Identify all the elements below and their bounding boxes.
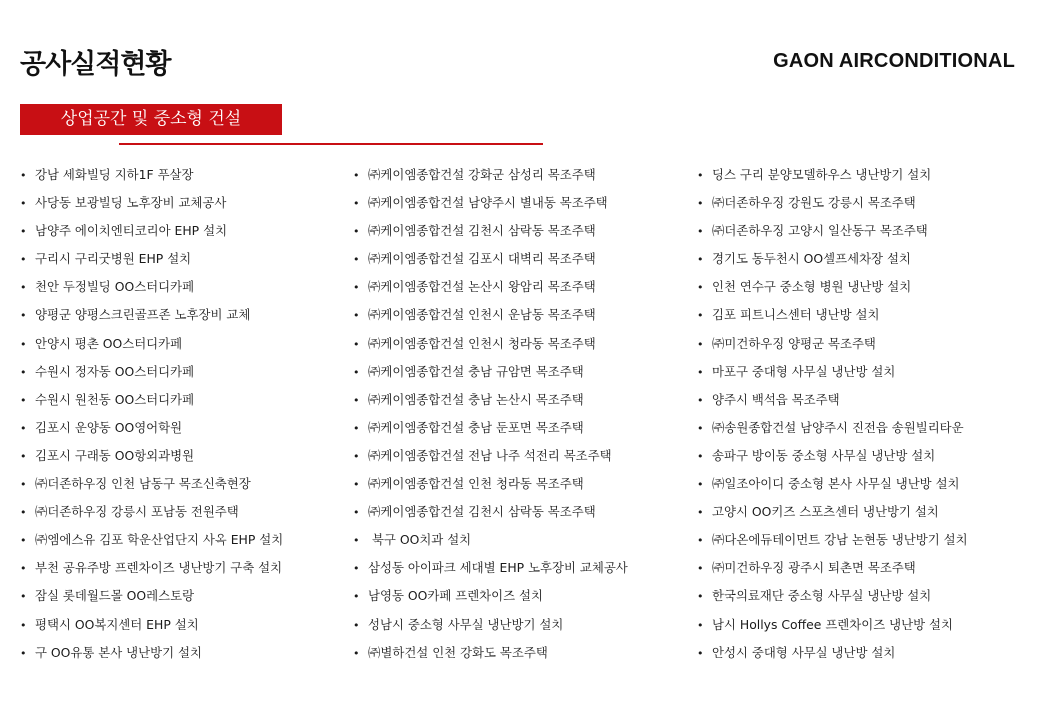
project-name: ㈜케이엠종합건설 인천시 운남동 목조주택 — [368, 307, 596, 323]
bullet-icon: • — [20, 534, 27, 548]
list-item — [353, 189, 628, 217]
project-name: ㈜더존하우징 강릉시 포남동 전원주택 — [35, 504, 239, 520]
bullet-icon: • — [697, 281, 704, 295]
bullet-icon: • — [353, 449, 360, 463]
bullet-icon: • — [353, 393, 360, 407]
project-name: 수원시 정자동 OO스터디카페 — [35, 363, 195, 379]
bullet-icon: • — [697, 449, 704, 463]
project-name: 김포 피트니스센터 냉난방 설치 — [712, 307, 880, 323]
list-item — [353, 386, 628, 414]
list-item — [20, 245, 283, 273]
list-item — [20, 217, 283, 245]
project-name: 남시 Hollys Coffee 프렌차이즈 냉난방 설치 — [712, 616, 953, 632]
list-item — [353, 273, 628, 301]
bullet-icon: • — [697, 253, 704, 267]
list-item — [697, 611, 968, 639]
bullet-icon: • — [20, 281, 27, 295]
list-item — [353, 611, 628, 639]
project-name: ㈜케이엠종합건설 강화군 삼성리 목조주택 — [368, 167, 596, 182]
list-item — [20, 639, 283, 667]
list-item — [697, 639, 968, 667]
list-item — [697, 161, 968, 189]
list-item — [353, 358, 628, 386]
bullet-icon: • — [20, 365, 27, 379]
list-item — [697, 301, 968, 329]
bullet-icon: • — [353, 197, 360, 211]
list-item — [20, 301, 283, 329]
list-item — [697, 442, 968, 470]
list-item — [697, 526, 968, 554]
list-item — [20, 414, 283, 442]
bullet-icon: • — [20, 393, 27, 407]
project-name: 성남시 중소형 사무실 냉난방기 설치 — [368, 616, 564, 632]
project-name: 김포시 구래동 OO항외과병원 — [35, 447, 195, 463]
bullet-icon: • — [697, 421, 704, 435]
list-item — [353, 582, 628, 610]
project-name: 구 OO유통 본사 냉난방기 설치 — [35, 644, 202, 660]
list-item — [353, 245, 628, 273]
project-name: ㈜엠에스유 김포 학운산업단지 사옥 EHP 설치 — [35, 532, 284, 548]
list-item — [20, 611, 283, 639]
list-item — [353, 639, 628, 667]
project-list-column-3 — [697, 161, 968, 667]
bullet-icon: • — [697, 618, 704, 632]
bullet-icon: • — [353, 225, 360, 239]
bullet-icon: • — [353, 365, 360, 379]
bullet-icon: • — [697, 393, 704, 407]
bullet-icon: • — [20, 253, 27, 267]
project-name: 경기도 동두천시 OO셀프세차장 설치 — [712, 251, 911, 267]
bullet-icon: • — [353, 506, 360, 520]
project-name: ㈜다온에듀테이먼트 강남 논현동 냉난방기 설치 — [712, 532, 968, 548]
brand-name: GAON AIRCONDITIONAL — [773, 50, 1015, 72]
project-name: 안성시 중대형 사무실 냉난방 설치 — [712, 644, 896, 660]
list-item — [20, 330, 283, 358]
bullet-icon: • — [20, 562, 27, 576]
bullet-icon: • — [20, 421, 27, 435]
project-name: 한국의료재단 중소형 사무실 냉난방 설치 — [712, 588, 932, 604]
project-name: 인천 연수구 중소형 병원 냉난방 설치 — [712, 279, 912, 295]
list-item — [353, 330, 628, 358]
list-item — [697, 386, 968, 414]
bullet-icon: • — [697, 309, 704, 323]
list-item — [353, 301, 628, 329]
list-item — [20, 498, 283, 526]
project-name: 김포시 운양동 OO영어학원 — [35, 419, 183, 435]
list-item — [353, 217, 628, 245]
bullet-icon: • — [353, 646, 360, 660]
bullet-icon: • — [353, 478, 360, 492]
bullet-icon: • — [20, 618, 27, 632]
bullet-icon: • — [20, 449, 27, 463]
project-name: ㈜케이엠종합건설 충남 규암면 목조주택 — [368, 363, 584, 379]
bullet-icon: • — [697, 169, 704, 182]
list-item — [20, 554, 283, 582]
project-name: 북구 OO치과 설치 — [368, 532, 472, 548]
project-name: 평택시 OO복지센터 EHP 설치 — [35, 616, 199, 632]
bullet-icon: • — [697, 562, 704, 576]
project-name: 천안 두정빌딩 OO스터디카페 — [35, 279, 195, 295]
project-name: ㈜미건하우징 광주시 퇴촌면 목조주택 — [712, 560, 916, 576]
bullet-icon: • — [353, 618, 360, 632]
project-name: 양주시 백석읍 목조주택 — [712, 391, 840, 407]
project-name: 구리시 구리굿병원 EHP 설치 — [35, 251, 192, 267]
list-item — [697, 273, 968, 301]
project-name: ㈜케이엠종합건설 남양주시 별내동 목조주택 — [368, 195, 608, 211]
project-name: 양평군 양평스크린골프존 노후장비 교체 — [35, 307, 251, 323]
project-name: ㈜미건하우징 양평군 목조주택 — [712, 335, 876, 351]
project-name: ㈜송원종합건설 남양주시 진전읍 송원빌리타운 — [712, 419, 964, 435]
list-item — [20, 582, 283, 610]
bullet-icon: • — [697, 646, 704, 660]
project-name: 잠실 롯데월드몰 OO레스토랑 — [35, 588, 195, 604]
section-divider — [119, 143, 543, 145]
bullet-icon: • — [353, 281, 360, 295]
bullet-icon: • — [20, 169, 27, 182]
list-item — [697, 470, 968, 498]
list-item — [353, 526, 628, 554]
bullet-icon: • — [20, 337, 27, 351]
list-item — [353, 442, 628, 470]
bullet-icon: • — [20, 590, 27, 604]
list-item — [353, 554, 628, 582]
list-item — [353, 161, 628, 189]
bullet-icon: • — [697, 337, 704, 351]
bullet-icon: • — [353, 421, 360, 435]
bullet-icon: • — [353, 253, 360, 267]
project-name: 수원시 원천동 OO스터디카페 — [35, 391, 195, 407]
project-name: 남영동 OO카페 프렌차이즈 설치 — [368, 588, 543, 604]
project-name: ㈜케이엠종합건설 김천시 삼락동 목조주택 — [368, 223, 596, 239]
list-item — [20, 189, 283, 217]
bullet-icon: • — [353, 590, 360, 604]
project-name: ㈜케이엠종합건설 김천시 삼락동 목조주택 — [368, 504, 596, 520]
list-item — [20, 470, 283, 498]
project-name: 삼성동 아이파크 세대별 EHP 노후장비 교체공사 — [368, 560, 628, 576]
list-item — [353, 470, 628, 498]
bullet-icon: • — [697, 534, 704, 548]
page-title: 공사실적현황 — [20, 49, 171, 80]
bullet-icon: • — [20, 506, 27, 520]
project-name: 부천 공유주방 프렌차이즈 냉난방기 구축 설치 — [35, 560, 283, 576]
project-name: ㈜더존하우징 인천 남동구 목조신축현장 — [35, 476, 251, 492]
project-name: ㈜더존하우징 강원도 강릉시 목조주택 — [712, 195, 916, 211]
project-name: 마포구 중대형 사무실 냉난방 설치 — [712, 363, 896, 379]
bullet-icon: • — [20, 309, 27, 323]
project-name: 사당동 보광빌딩 노후장비 교체공사 — [35, 195, 227, 211]
bullet-icon: • — [353, 337, 360, 351]
bullet-icon: • — [20, 646, 27, 660]
project-name: ㈜케이엠종합건설 김포시 대벽리 목조주택 — [368, 251, 596, 267]
list-item — [697, 245, 968, 273]
list-item — [697, 554, 968, 582]
project-name: ㈜더존하우징 고양시 일산동구 목조주택 — [712, 223, 928, 239]
list-item — [20, 442, 283, 470]
project-name: 송파구 방이동 중소형 사무실 냉난방 설치 — [712, 447, 936, 463]
list-item — [697, 189, 968, 217]
bullet-icon: • — [20, 225, 27, 239]
project-name: 고양시 OO키즈 스포츠센터 냉난방기 설치 — [712, 504, 939, 520]
list-item — [697, 330, 968, 358]
list-item — [697, 358, 968, 386]
project-list-column-2 — [353, 161, 628, 667]
bullet-icon: • — [20, 478, 27, 492]
project-name: 딩스 구리 분양모델하우스 냉난방기 설치 — [712, 167, 932, 182]
list-item — [697, 582, 968, 610]
project-list-column-1 — [20, 161, 283, 667]
section-badge: 상업공간 및 중소형 건설 — [20, 104, 282, 135]
list-item — [20, 526, 283, 554]
bullet-icon: • — [697, 365, 704, 379]
project-name: 강남 세화빌딩 지하1F 푸살장 — [35, 167, 194, 182]
list-item — [697, 498, 968, 526]
bullet-icon: • — [353, 309, 360, 323]
list-item — [353, 414, 628, 442]
bullet-icon: • — [697, 197, 704, 211]
project-name: ㈜케이엠종합건설 충남 논산시 목조주택 — [368, 391, 584, 407]
project-name: ㈜케이엠종합건설 인천 청라동 목조주택 — [368, 476, 584, 492]
bullet-icon: • — [697, 506, 704, 520]
bullet-icon: • — [353, 169, 360, 182]
list-item — [697, 217, 968, 245]
list-item — [20, 161, 283, 189]
bullet-icon: • — [697, 225, 704, 239]
list-item — [20, 273, 283, 301]
project-name: ㈜케이엠종합건설 충남 둔포면 목조주택 — [368, 419, 584, 435]
list-item — [353, 498, 628, 526]
project-name: ㈜케이엠종합건설 전남 나주 석전리 목조주택 — [368, 447, 612, 463]
list-item — [20, 358, 283, 386]
project-name: 안양시 평촌 OO스터디카페 — [35, 335, 183, 351]
project-name: ㈜별하건설 인천 강화도 목조주택 — [368, 644, 548, 660]
list-item — [20, 386, 283, 414]
project-name: ㈜일조아이디 중소형 본사 사무실 냉난방 설치 — [712, 476, 960, 492]
project-name: ㈜케이엠종합건설 인천시 청라동 목조주택 — [368, 335, 596, 351]
bullet-icon: • — [697, 590, 704, 604]
bullet-icon: • — [697, 478, 704, 492]
list-item — [697, 414, 968, 442]
bullet-icon: • — [353, 562, 360, 576]
bullet-icon: • — [20, 197, 27, 211]
project-name: ㈜케이엠종합건설 논산시 왕암리 목조주택 — [368, 279, 596, 295]
project-name: 남양주 에이치엔티코리아 EHP 설치 — [35, 223, 228, 239]
bullet-icon: • — [353, 534, 360, 548]
